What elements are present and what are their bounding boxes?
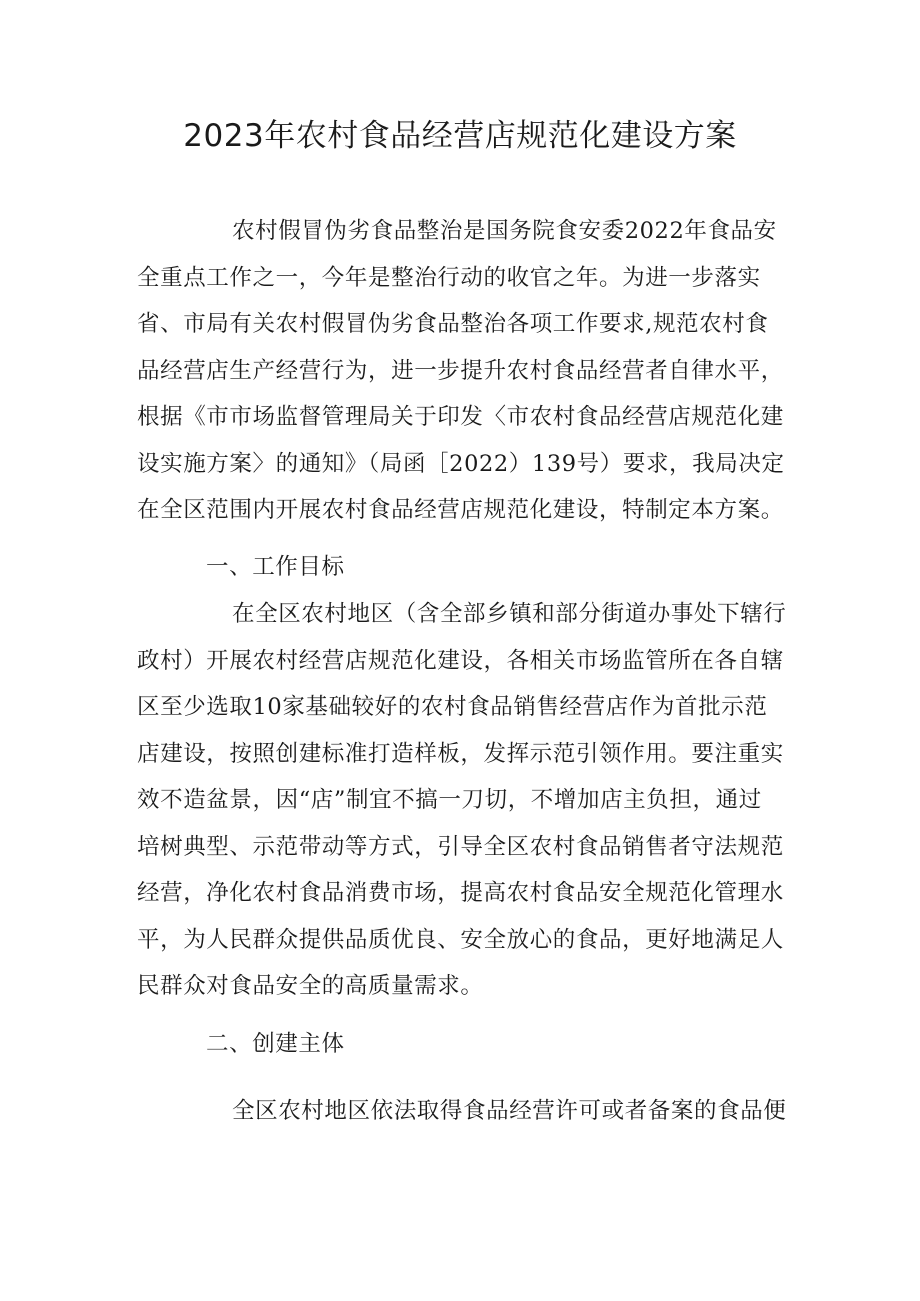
section-1-line-2: 政村）开展农村经营店规范化建设，各相关市场监管所在各自辖 <box>137 648 784 674</box>
intro-line-6: 设实施方案〉的通知》（局函［2022）139号）要求，我局决定 <box>137 451 785 477</box>
intro-line-5: 根据《市市场监督管理局关于印发〈市农村食品经营店规范化建 <box>137 404 784 430</box>
section-1-line-3: 区至少选取10家基础较好的农村食品销售经营店作为首批示范 <box>137 694 768 720</box>
section-1-line-4: 店建设，按照创建标准打造样板，发挥示范引领作用。要注重实 <box>137 741 784 767</box>
intro-line-2: 全重点工作之一，今年是整治行动的收官之年。为进一步落实 <box>137 265 761 291</box>
intro-line-7: 在全区范围内开展农村食品经营店规范化建设，特制定本方案。 <box>137 497 784 523</box>
section-1-line-9: 民群众对食品安全的高质量需求。 <box>137 973 484 999</box>
intro-line-1: 农村假冒伪劣食品整治是国务院食安委2022年食品安 <box>232 218 777 244</box>
intro-line-4: 品经营店生产经营行为，进一步提升农村食品经营者自律水平， <box>137 358 784 384</box>
section-2-line-1: 全区农村地区依法取得食品经营许可或者备案的食品便 <box>232 1098 787 1124</box>
document-title: 2023年农村食品经营店规范化建设方案 <box>183 118 737 154</box>
section-1-line-6: 培树典型、示范带动等方式，引导全区农村食品销售者守法规范 <box>137 834 784 860</box>
section-1-line-5: 效不造盆景，因“店”制宜不搞一刀切，不增加店主负担，通过 <box>137 787 762 813</box>
section-1-line-7: 经营，净化农村食品消费市场，提高农村食品安全规范化管理水 <box>137 880 784 906</box>
section-1-line-1: 在全区农村地区（含全部乡镇和部分街道办事处下辖行 <box>232 601 787 627</box>
section-1-heading: 一、工作目标 <box>206 554 345 580</box>
section-2-heading: 二、创建主体 <box>206 1031 345 1057</box>
intro-line-3: 省、市局有关农村假冒伪劣食品整治各项工作要求,规范农村食 <box>137 311 769 337</box>
section-1-line-8: 平，为人民群众提供品质优良、安全放心的食品，更好地满足人 <box>137 927 784 953</box>
